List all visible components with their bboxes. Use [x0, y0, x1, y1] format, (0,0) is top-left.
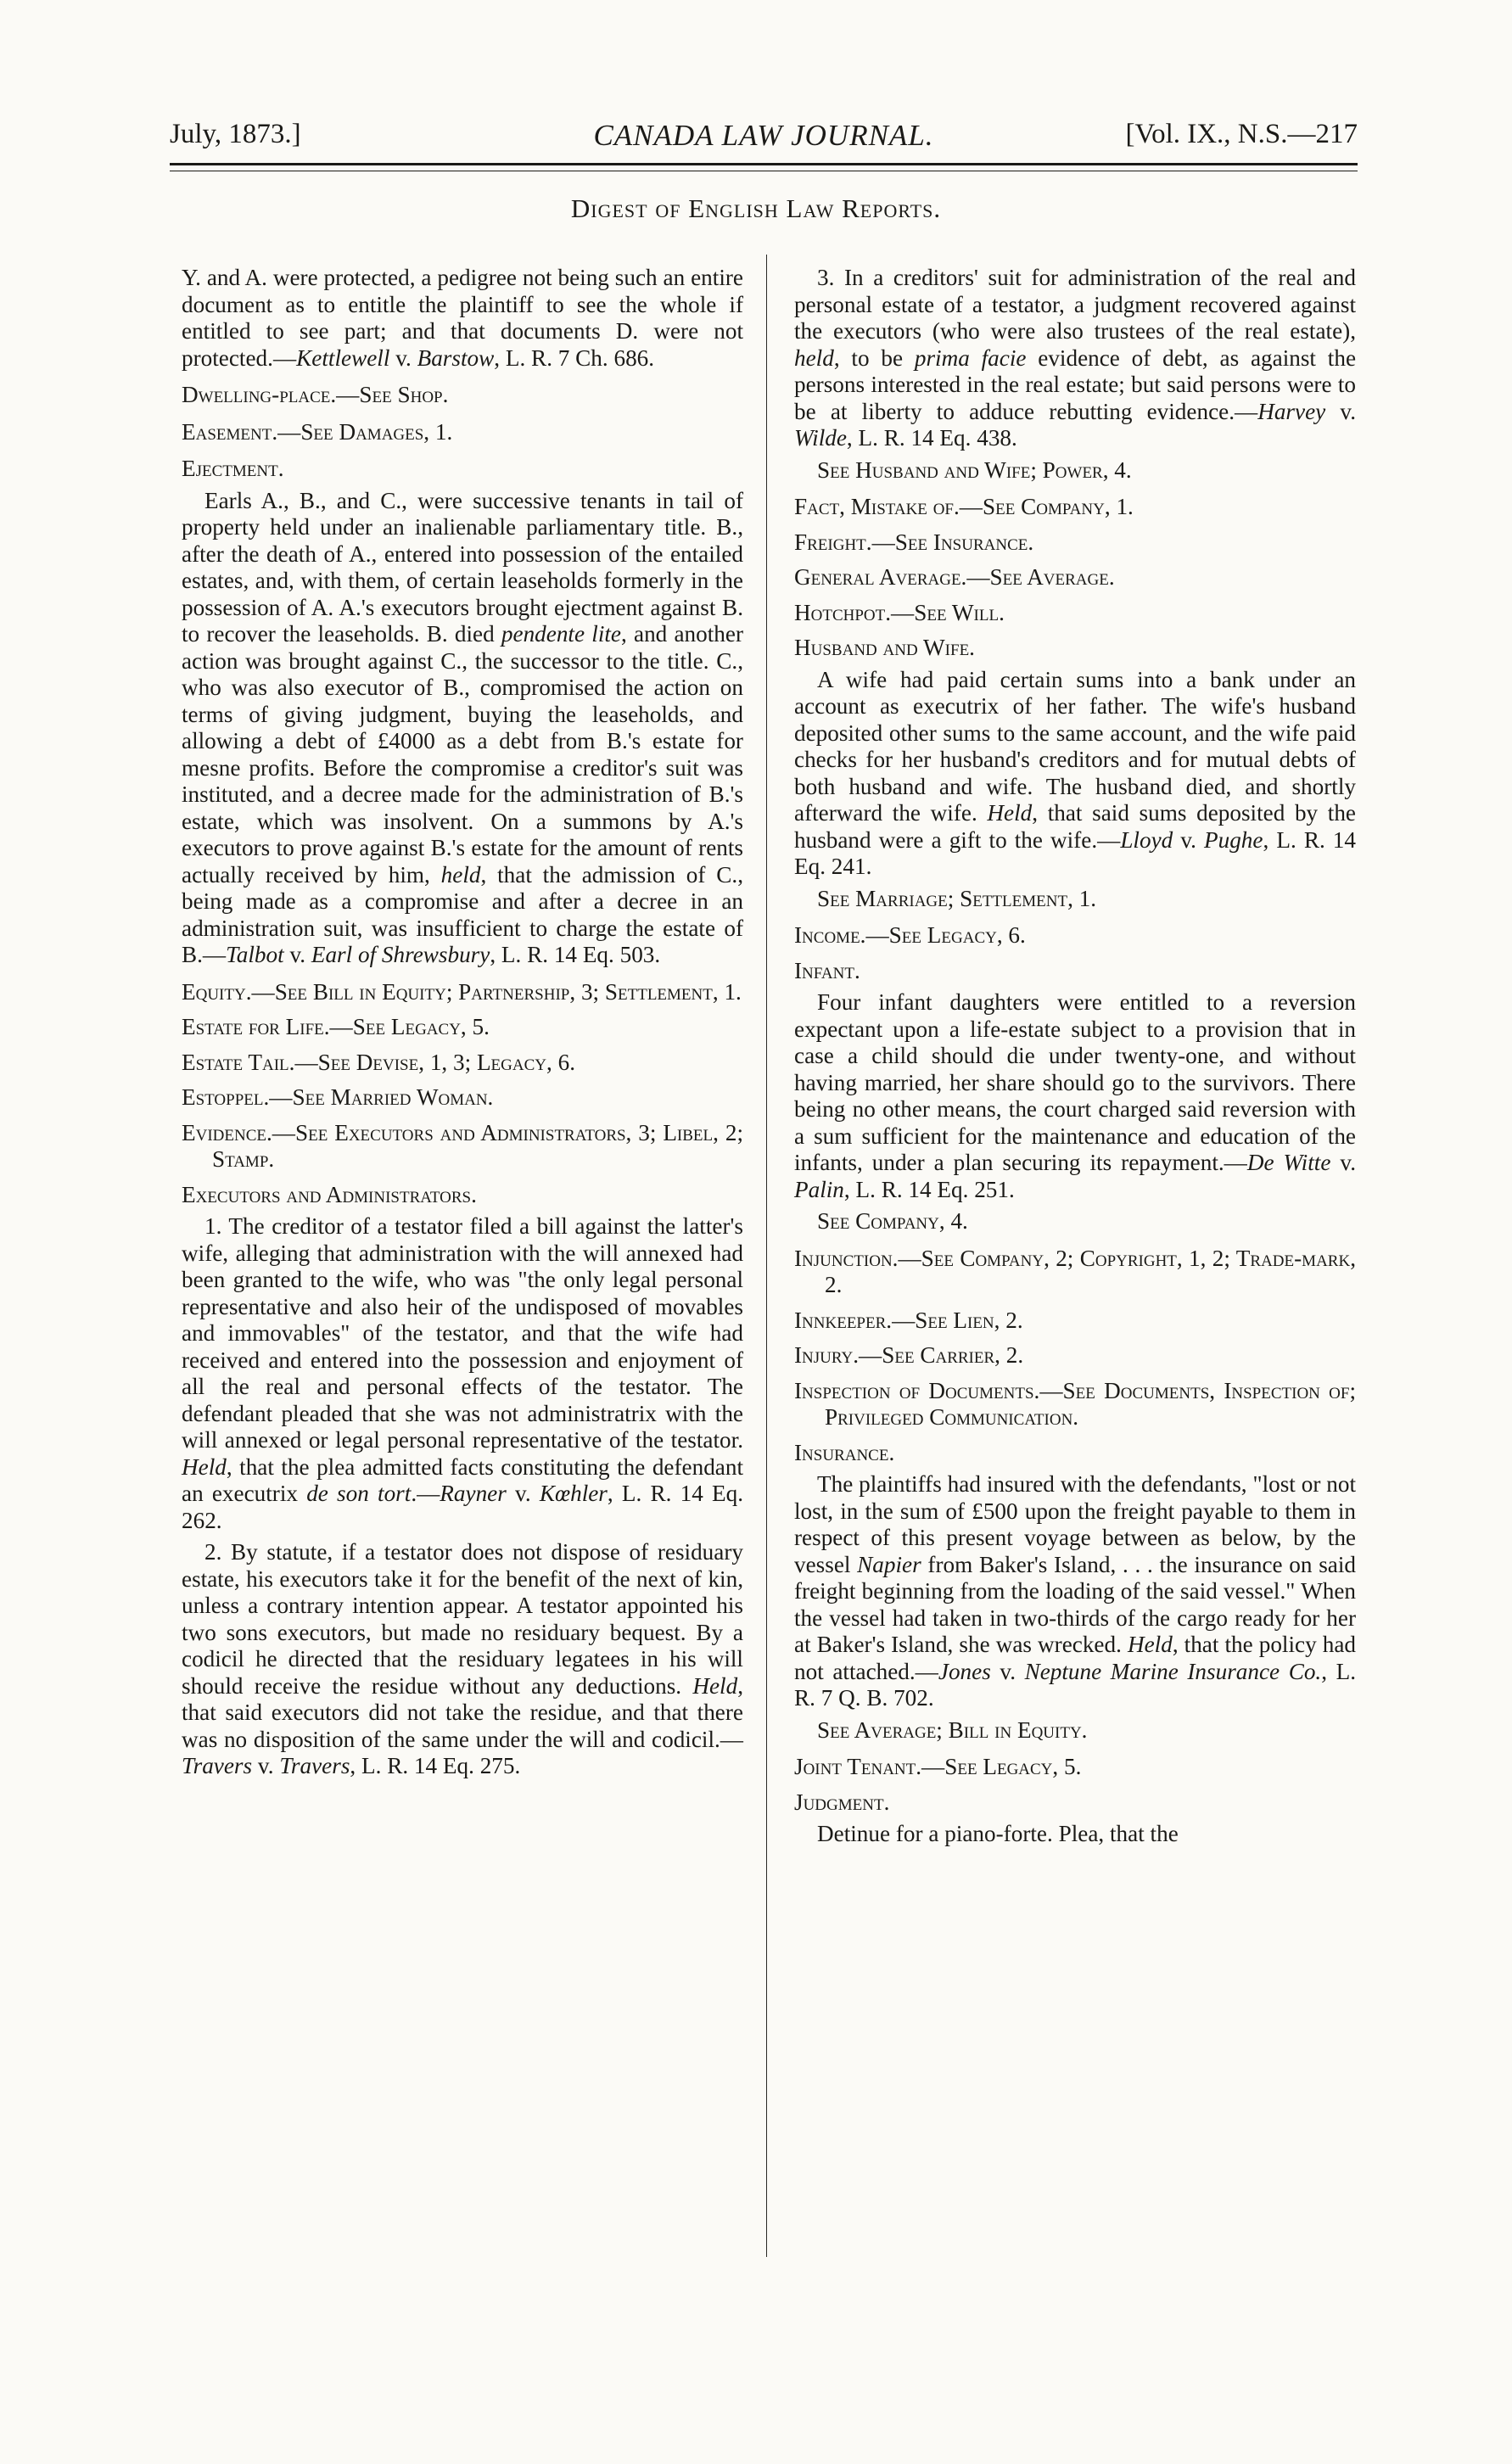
entry-evidence: Evidence.—See Executors and Administrators, 3; Libel, 2; Stamp.	[182, 1119, 743, 1172]
entry-judgment: Judgment.	[794, 1789, 890, 1815]
entry-general-average: General Average.—See Average.	[794, 564, 1115, 590]
header-rule-thick	[170, 163, 1358, 165]
paragraph: Four infant daughters were entitled to a reversion expectant upon a life-estate subject to a provision that in case a child should die under twenty-one, and without having married, her share should go to the survivors. There being no other means, the court charged said reversion with a sum sufficient for the maintenance and education of the infants, under a plan securing its repayment.—De Witte v. Palin, L. R. 14 Eq. 251.	[794, 989, 1356, 1202]
volume-page: [Vol. IX., N.S.—217	[1125, 119, 1358, 149]
entry-inspection: Inspection of Documents.—See Documents, Inspection of; Privileged Communication.	[794, 1377, 1356, 1430]
see-also: See Average; Bill in Equity.	[817, 1716, 1088, 1743]
paragraph: 1. The creditor of a testator filed a bill against the latter's wife, alleging that administration with the will annexed had been granted to the wife, who was "the only legal personal representative and also heir of the undisposed of movables and immovables" of the testator, and that the wife had received and entered into the possession and enjoyment of all the real and personal effects of the testator. The defendant pleaded that she was not administratrix with the will annexed or legal personal representative of the testator. Held, that the plea admitted facts constituting the defendant an executrix de son tort.—Rayner v. Kœhler, L. R. 14 Eq. 262.	[182, 1213, 743, 1533]
entry-injunction: Injunction.—See Company, 2; Copyright, 1, 2; Trade-mark, 2.	[794, 1245, 1356, 1297]
paragraph: 2. By statute, if a testator does not dispose of residuary estate, his executors take it for the benefit of the next of kin, unless a contrary intention appear. A testator appointed his two sons executors, but made no residuary bequest. By a codicil he directed that the residuary legatees in his will should receive the residue without any deductions. Held, that said executors did not take the residue, and that there was no disposition of the same under the will and codicil.—Travers v. Travers, L. R. 14 Eq. 275.	[182, 1539, 743, 1778]
journal-title: CANADA LAW JOURNAL.	[593, 119, 934, 152]
paragraph: A wife had paid certain sums into a bank under an account as executrix of her father. The wife's husband deposited other sums to the same account, and the wife paid checks for her husband's creditors and for mutual debts of both husband and wife. The husband died, and shortly afterward the wife. Held, that said sums deposited by the husband were a gift to the wife.—Lloyd v. Pughe, L. R. 14 Eq. 241.	[794, 666, 1356, 879]
entry-fact-mistake: Fact, Mistake of.—See Company, 1.	[794, 494, 1134, 519]
header-date: July, 1873.]	[170, 119, 301, 149]
entry-infant: Infant.	[794, 957, 860, 983]
paragraph: Y. and A. were protected, a pedigree not being such an entire document as to entitle the plaintiff to see the whole if entitled to see part; and that documents D. were not protected.—Kettlewell v. Barstow, L. R. 7 Ch. 686.	[182, 265, 743, 371]
entry-freight: Freight.—See Insurance.	[794, 529, 1034, 555]
section-title: Digest of English Law Reports.	[570, 193, 942, 223]
entry-estate-for-life: Estate for Life.—See Legacy, 5.	[182, 1014, 490, 1039]
running-header	[170, 119, 1358, 156]
paragraph: Detinue for a piano-forte. Plea, that the	[817, 1821, 1179, 1846]
entry-ejectment: Ejectment.	[182, 456, 284, 481]
entry-estoppel: Estoppel.—See Married Woman.	[182, 1084, 494, 1110]
column-divider	[766, 255, 767, 2257]
see-also: See Husband and Wife; Power, 4.	[817, 456, 1132, 483]
paragraph: 3. In a creditors' suit for administration of the real and personal estate of a testator, a judgment recovered against the executors (who were also trustees of the real estate), held, to be prima facie evidence of debt, as against the persons interested in the real estate; but said persons were to be at liberty to adduce rebutting evidence.—Harvey v. Wilde, L. R. 14 Eq. 438.	[794, 265, 1357, 451]
left-column	[182, 265, 743, 1780]
entry-income: Income.—See Legacy, 6.	[794, 922, 1026, 948]
right-column	[794, 265, 1356, 1848]
entry-estate-tail: Estate Tail.—See Devise, 1, 3; Legacy, 6.	[182, 1049, 575, 1075]
entry-dwelling-place: Dwelling-place.—See Shop.	[182, 382, 449, 407]
paragraph: The plaintiffs had insured with the defendants, "lost or not lost, in the sum of £500 upon the freight payable to them in respect of this present voyage between as below, by the vessel Napier from Baker's Island, . . . the insurance on said freight beginning from the loading of the said vessel." When the vessel had taken in two-thirds of the cargo ready for her at Baker's Island, she was wrecked. Held, that the policy had not attached.—Jones v. Neptune Marine Insurance Co., L. R. 7 Q. B. 702.	[794, 1471, 1357, 1711]
entry-husband-wife: Husband and Wife.	[794, 635, 975, 660]
entry-insurance: Insurance.	[794, 1439, 895, 1465]
entry-hotchpot: Hotchpot.—See Will.	[794, 599, 1005, 625]
entry-joint-tenant: Joint Tenant.—See Legacy, 5.	[794, 1754, 1082, 1779]
entry-injury: Injury.—See Carrier, 2.	[794, 1342, 1024, 1368]
see-also: See Marriage; Settlement, 1.	[817, 885, 1097, 911]
entry-easement: Easement.—See Damages, 1.	[182, 418, 453, 445]
see-also: See Company, 4.	[817, 1208, 968, 1234]
entry-innkeeper: Innkeeper.—See Lien, 2.	[794, 1307, 1023, 1333]
entry-executors: Executors and Administrators.	[182, 1181, 477, 1207]
paragraph: Earls A., B., and C., were successive tenants in tail of property held under an inalienable parliamentary title. B., after the death of A., entered into possession of the entailed estates, and, with them, of certain leaseholds formerly in the possession of A. A.'s executors brought ejectment against B. to recover the leaseholds. B. died pendente lite, and another action was brought against C., the successor to the title. C., who was also executor of B., compromised the action on terms of giving judgment, buying the leaseholds, and allowing a debt of £4000 as a debt from B.'s estate for mesne profits. Before the compromise a creditor's suit was instituted, and a decree made for the administration of B.'s estate, which was insolvent. On a summons by A.'s executors to prove against B.'s estate for the amount of rents actually received by him, held, that the admission of C., being made as a compromise and after a decree in an administration suit, was insufficient to charge the estate of B.—Talbot v. Earl of Shrewsbury, L. R. 14 Eq. 503.	[182, 487, 743, 967]
entry-equity: Equity.—See Bill in Equity; Partnership, 3; Settlement, 1.	[182, 978, 742, 1005]
